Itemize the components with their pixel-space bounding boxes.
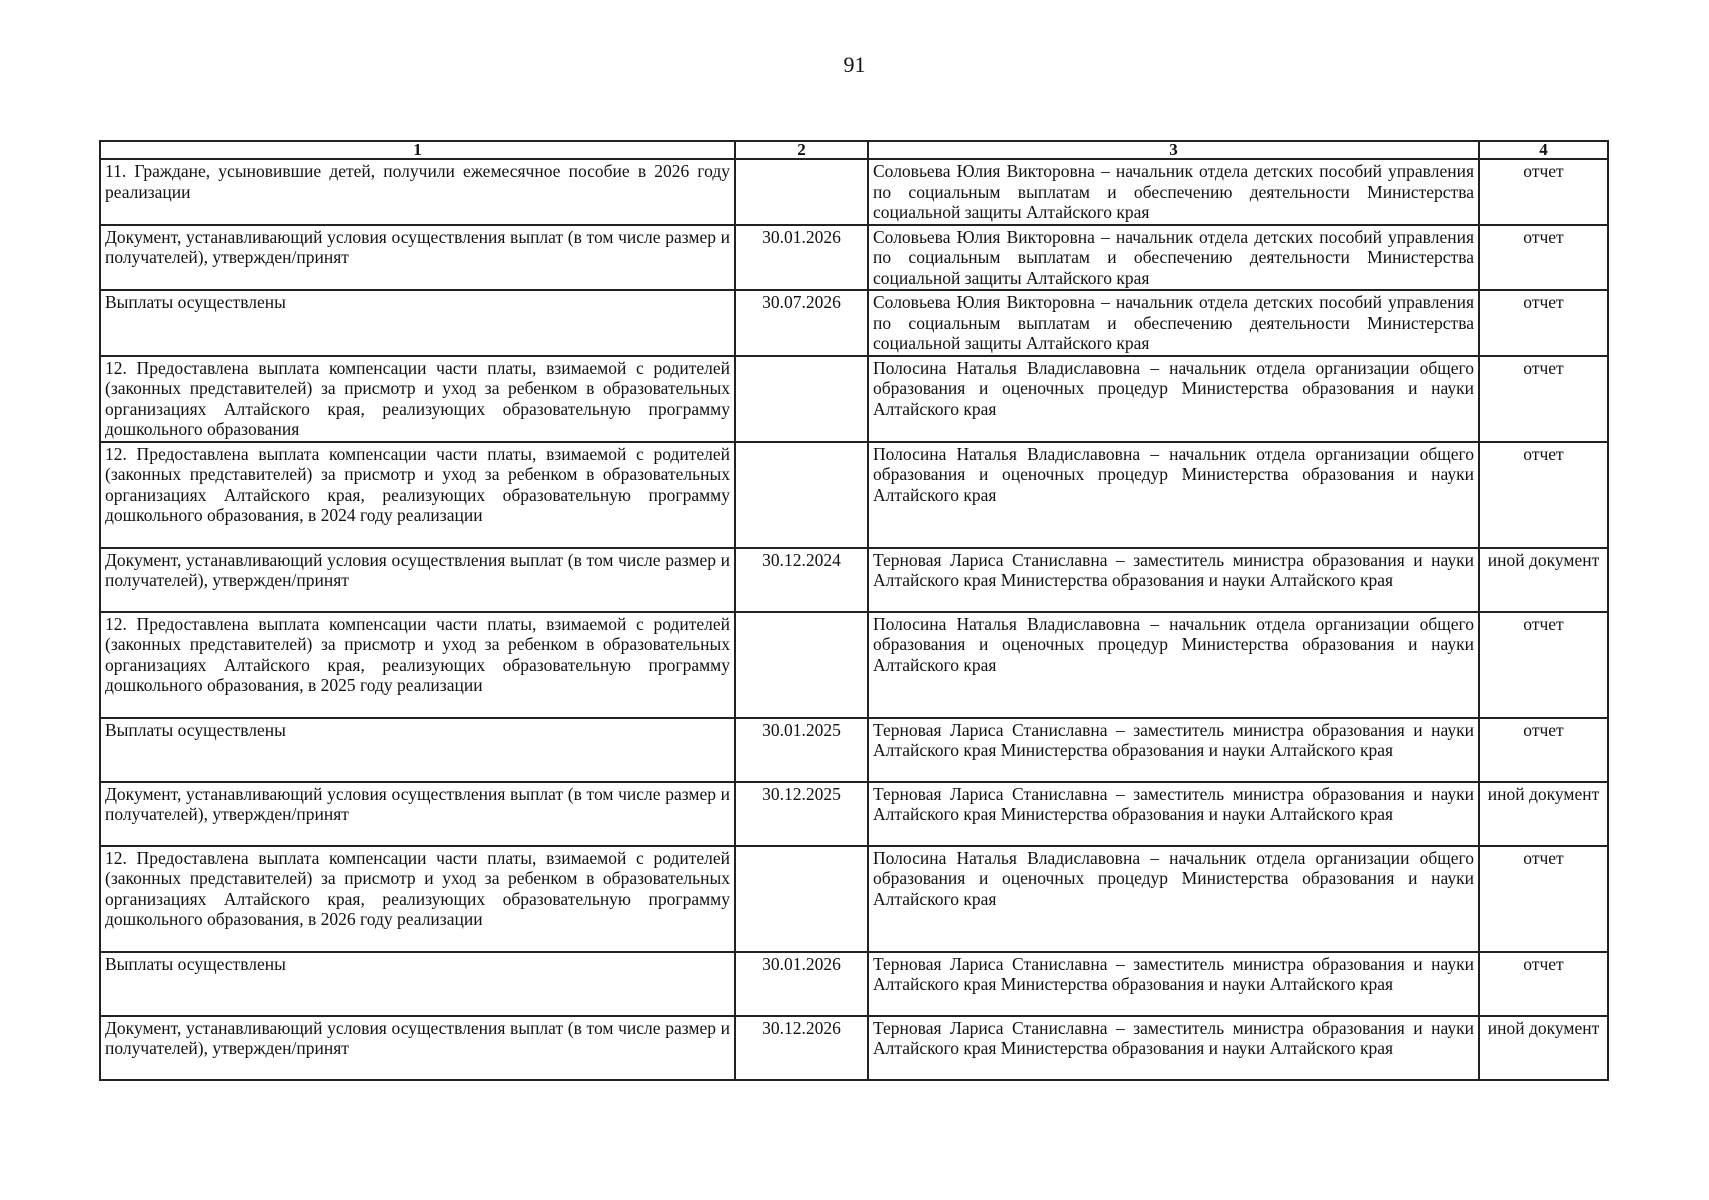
date-cell: 30.01.2026 [735,952,868,1016]
date-cell [735,846,868,952]
date-cell [735,356,868,442]
event-title-cell: Выплаты осуществлены [100,290,735,356]
date-cell [735,612,868,718]
responsible-cell: Терновая Лариса Станиславна – заместитель министра образования и науки Алтайского края Министерства образования и науки Алтайского края [868,782,1479,846]
table-row [100,782,1608,846]
table-row [100,612,1608,718]
table-row [100,548,1608,612]
table-row [100,952,1608,1016]
responsible-cell: Соловьева Юлия Викторовна – начальник отдела детских пособий управления по социальным выплатам и обеспечению деятельности Министерства социальной защиты Алтайского края [868,159,1479,225]
event-title-cell: 12. Предоставлена выплата компенсации части платы, взимаемой с родителей (законных представителей) за присмотр и уход за ребенком в образовательных организациях Алтайского края, реализующих образовательную программу дошкольного образования, в 2025 году реализации [100,612,735,718]
event-title-cell: Документ, устанавливающий условия осуществления выплат (в том числе размер и получателей), утвержден/принят [100,1016,735,1080]
responsible-cell: Терновая Лариса Станиславна – заместитель министра образования и науки Алтайского края Министерства образования и науки Алтайского края [868,952,1479,1016]
responsible-cell: Полосина Наталья Владиславовна – начальник отдела организации общего образования и оценочных процедур Министерства образования и науки Алтайского края [868,442,1479,548]
date-cell: 30.01.2026 [735,225,868,291]
responsible-cell: Соловьева Юлия Викторовна – начальник отдела детских пособий управления по социальным выплатам и обеспечению деятельности Министерства социальной защиты Алтайского края [868,225,1479,291]
table-row [100,159,1608,225]
document-type-cell: отчет [1479,225,1608,291]
document-type-cell: отчет [1479,356,1608,442]
event-title-cell: 11. Граждане, усыновившие детей, получили ежемесячное пособие в 2026 году реализации [100,159,735,225]
responsible-cell: Полосина Наталья Владиславовна – начальник отдела организации общего образования и оценочных процедур Министерства образования и науки Алтайского края [868,846,1479,952]
document-type-cell: иной документ [1479,782,1608,846]
document-type-cell: отчет [1479,442,1608,548]
table-row [100,442,1608,548]
responsible-cell: Полосина Наталья Владиславовна – начальник отдела организации общего образования и оценочных процедур Министерства образования и науки Алтайского края [868,612,1479,718]
responsible-cell: Терновая Лариса Станиславна – заместитель министра образования и науки Алтайского края Министерства образования и науки Алтайского края [868,1016,1479,1080]
document-type-cell: отчет [1479,952,1608,1016]
event-title-cell: 12. Предоставлена выплата компенсации части платы, взимаемой с родителей (законных представителей) за присмотр и уход за ребенком в образовательных организациях Алтайского края, реализующих образовательную программу дошкольного образования [100,356,735,442]
document-type-cell: отчет [1479,159,1608,225]
table-row [100,225,1608,291]
document-type-cell: иной документ [1479,548,1608,612]
event-title-cell: 12. Предоставлена выплата компенсации части платы, взимаемой с родителей (законных представителей) за присмотр и уход за ребенком в образовательных организациях Алтайского края, реализующих образовательную программу дошкольного образования, в 2026 году реализации [100,846,735,952]
responsible-cell: Терновая Лариса Станиславна – заместитель министра образования и науки Алтайского края Министерства образования и науки Алтайского края [868,718,1479,782]
table-row [100,1016,1608,1080]
responsible-cell: Соловьева Юлия Викторовна – начальник отдела детских пособий управления по социальным выплатам и обеспечению деятельности Министерства социальной защиты Алтайского края [868,290,1479,356]
event-title-cell: 12. Предоставлена выплата компенсации части платы, взимаемой с родителей (законных представителей) за присмотр и уход за ребенком в образовательных организациях Алтайского края, реализующих образовательную программу дошкольного образования, в 2024 году реализации [100,442,735,548]
column-number-header: 3 [868,141,1479,159]
column-number-row [100,141,1608,159]
table-row [100,356,1608,442]
document-type-cell: отчет [1479,290,1608,356]
table-row [100,846,1608,952]
document-type-cell: отчет [1479,718,1608,782]
event-title-cell: Документ, устанавливающий условия осуществления выплат (в том числе размер и получателей), утвержден/принят [100,782,735,846]
date-cell: 30.01.2025 [735,718,868,782]
document-type-cell: отчет [1479,846,1608,952]
event-title-cell: Выплаты осуществлены [100,952,735,1016]
table-row [100,290,1608,356]
event-title-cell: Документ, устанавливающий условия осуществления выплат (в том числе размер и получателей), утвержден/принят [100,548,735,612]
date-cell: 30.12.2024 [735,548,868,612]
responsible-cell: Полосина Наталья Владиславовна – начальник отдела организации общего образования и оценочных процедур Министерства образования и науки Алтайского края [868,356,1479,442]
column-number-header: 2 [735,141,868,159]
plan-table [99,140,1609,1081]
date-cell: 30.12.2026 [735,1016,868,1080]
date-cell [735,442,868,548]
column-number-header: 1 [100,141,735,159]
document-type-cell: отчет [1479,612,1608,718]
date-cell: 30.12.2025 [735,782,868,846]
event-title-cell: Документ, устанавливающий условия осуществления выплат (в том числе размер и получателей), утвержден/принят [100,225,735,291]
page-number: 91 [843,52,866,77]
column-number-header: 4 [1479,141,1608,159]
document-type-cell: иной документ [1479,1016,1608,1080]
table-row [100,718,1608,782]
date-cell [735,159,868,225]
responsible-cell: Терновая Лариса Станиславна – заместитель министра образования и науки Алтайского края Министерства образования и науки Алтайского края [868,548,1479,612]
event-title-cell: Выплаты осуществлены [100,718,735,782]
date-cell: 30.07.2026 [735,290,868,356]
